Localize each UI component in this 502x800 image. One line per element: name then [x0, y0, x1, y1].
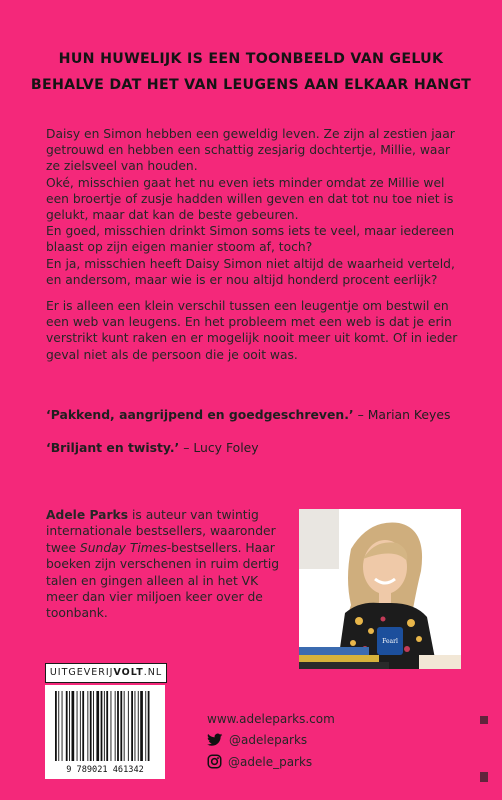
headline-line-1: HUN HUWELIJK IS EEN TOONBEELD VAN GELUK [58, 51, 444, 67]
barcode-bar [131, 691, 133, 761]
barcode-bar [69, 691, 70, 761]
barcode-bar [117, 691, 119, 761]
blurb-sentence: En goed, misschien drinkt Simon soms iets te veel, maar iedereen blaast op zijn eigen manier stoom af, toch? [46, 224, 455, 255]
publisher-prefix: UITGEVERIJ [49, 667, 114, 678]
barcode-bar [111, 691, 112, 761]
review-quote [46, 440, 259, 455]
barcode-bar [80, 691, 81, 761]
bio-italic-title: Sunday Times [79, 540, 167, 555]
blurb-paragraph-2-text: Er is alleen een klein verschil tussen een leugentje om bestwil en een web van leugens. En het probleem met een web is dat je erin verstrikt kunt raken en er mogelijk nooit meer uit komt. Of in ieder geval niet als de persoon die je ooit was. [46, 299, 458, 362]
barcode-number: 9 789021 461342 [66, 765, 144, 775]
barcode-bar [128, 691, 129, 761]
barcode-bar [82, 691, 84, 761]
instagram-icon [207, 754, 222, 769]
mug-text: Fearl [382, 638, 398, 645]
barcode-bar [106, 691, 108, 761]
instagram-handle-text: @adele_parks [228, 754, 313, 769]
barcode-bar [138, 691, 139, 761]
author-bio [46, 507, 286, 622]
barcode-bar [96, 691, 99, 761]
bio-text: is auteur van twintig internationale bestsellers, waaronder twee [46, 508, 276, 555]
barcode-bar [120, 691, 122, 761]
author-photo [299, 509, 461, 669]
barcode [45, 685, 165, 779]
review-quote-source: – Lucy Foley [183, 440, 259, 455]
barcode-bar [140, 691, 143, 761]
barcode-bar [104, 691, 105, 761]
barcode-bar [66, 691, 68, 761]
barcode-bar [62, 691, 63, 761]
barcode-bar [72, 691, 75, 761]
blurb-paragraph-2 [46, 298, 462, 363]
fsc-mark [478, 714, 490, 784]
twitter-handle-text: @adeleparks [229, 733, 308, 747]
website-link[interactable]: www.adeleparks.com [207, 712, 335, 726]
twitter-handle[interactable] [207, 733, 307, 747]
barcode-bars [45, 685, 165, 765]
blurb-sentence: En ja, misschien heeft Daisy Simon niet altijd de waarheid verteld, en andersom, maar wie is er nou altijd honderd procent eerlijk? [46, 256, 455, 287]
instagram-handle[interactable] [207, 754, 312, 769]
barcode-bar [145, 691, 146, 761]
barcode-bar [148, 691, 150, 761]
bio-text: -bestsellers. Haar boeken zijn verschenen in ruim dertig talen en gingen alleen al in het VK meer dan vier miljoen keer over de toonbank. [46, 540, 280, 621]
blurb-sentence: Daisy en Simon hebben een geweldig leven. Ze zijn al zestien jaar getrouwd en hebben een schattig zesjarig dochtertje, Millie, waar ze zielsveel van houden. [46, 127, 455, 174]
publisher-name: VOLT [113, 667, 144, 678]
barcode-bar [87, 691, 88, 761]
review-quote [46, 407, 450, 422]
barcode-bar [55, 691, 57, 761]
review-quote-text: ‘Briljant en twisty.’ [46, 440, 180, 455]
barcode-bar [77, 691, 78, 761]
barcode-bar [115, 691, 116, 761]
publisher-logo [45, 663, 167, 683]
author-name: Adele Parks [46, 508, 129, 522]
barcode-bar [93, 691, 94, 761]
publisher-suffix: .NL [143, 667, 163, 678]
barcode-bar [101, 691, 103, 761]
twitter-icon [207, 733, 223, 747]
blurb-paragraph-1 [46, 126, 462, 288]
blurb-sentence: Oké, misschien gaat het nu even iets minder omdat ze Millie wel een broertje of zusje hadden willen geven en dat tot nu toe niet is gelukt, maar dat kan de beste gebeuren. [46, 175, 454, 223]
barcode-bar [135, 691, 136, 761]
barcode-bar [58, 691, 59, 761]
review-quote-source: – Marian Keyes [357, 407, 451, 422]
barcode-bar [124, 691, 125, 761]
review-quote-text: ‘Pakkend, aangrijpend en goedgeschreven.’ [46, 407, 354, 422]
barcode-bar [90, 691, 92, 761]
headline-line-2: BEHALVE DAT HET VAN LEUGENS AAN ELKAAR HANGT [30, 77, 472, 93]
